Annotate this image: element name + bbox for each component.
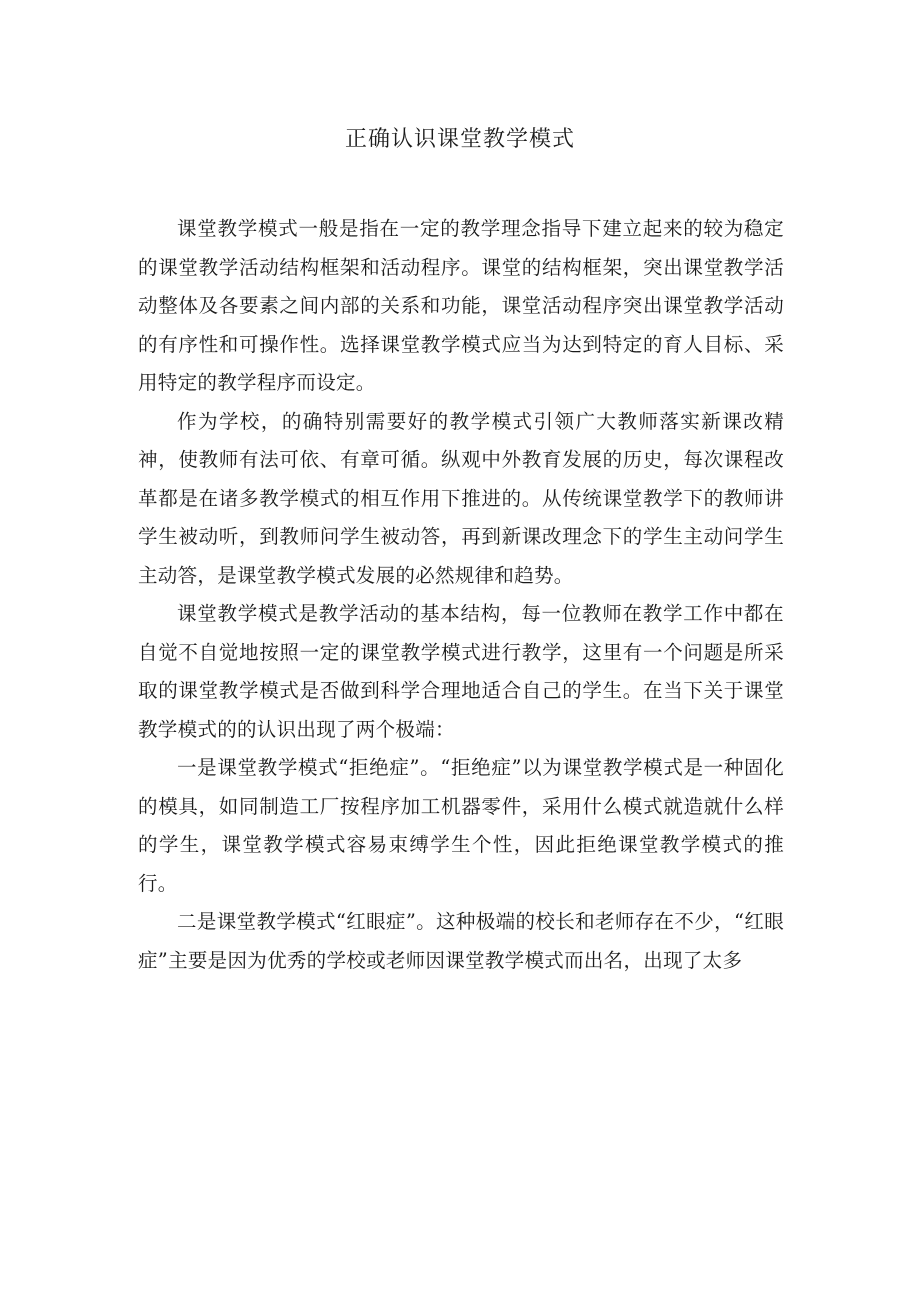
paragraph: 课堂教学模式一般是指在一定的教学理念指导下建立起来的较为稳定的课堂教学活动结构框架和活动程序。课堂的结构框架，突出课堂教学活动整体及各要素之间内部的关系和功能，课堂活动程序突出课堂教学活动的有序性和可操作性。选择课堂教学模式应当为达到特定的育人目标、采用特定的教学程序而设定。	[138, 217, 784, 394]
paragraph: 作为学校，的确特别需要好的教学模式引领广大教师落实新课改精神，使教师有法可依、有章可循。纵观中外教育发展的历史，每次课程改革都是在诸多教学模式的相互作用下推进的。从传统课堂教学下的教师讲学生被动听，到教师问学生被动答，再到新课改理念下的学生主动问学生主动答，是课堂教学模式发展的必然规律和趋势。	[138, 409, 784, 587]
paragraph: 二是课堂教学模式“红眼症”。这种极端的校长和老师存在不少，“红眼症”主要是因为优秀的学校或老师因课堂教学模式而出名，出现了太多	[138, 910, 784, 972]
paragraph: 课堂教学模式是教学活动的基本结构，每一位教师在教学工作中都在自觉不自觉地按照一定的课堂教学模式进行教学，这里有一个问题是所采取的课堂教学模式是否做到科学合理地适合自己的学生。在当下关于课堂教学模式的的认识出现了两个极端：	[138, 602, 784, 741]
document-title: 正确认识课堂教学模式	[344, 127, 575, 152]
document-body	[138, 210, 784, 980]
paragraph: 一是课堂教学模式“拒绝症”。“拒绝症”以为课堂教学模式是一种固化的模具，如同制造工厂按程序加工机器零件，采用什么模式就造就什么样的学生，课堂教学模式容易束缚学生个性，因此拒绝课堂教学模式的推行。	[138, 756, 784, 895]
